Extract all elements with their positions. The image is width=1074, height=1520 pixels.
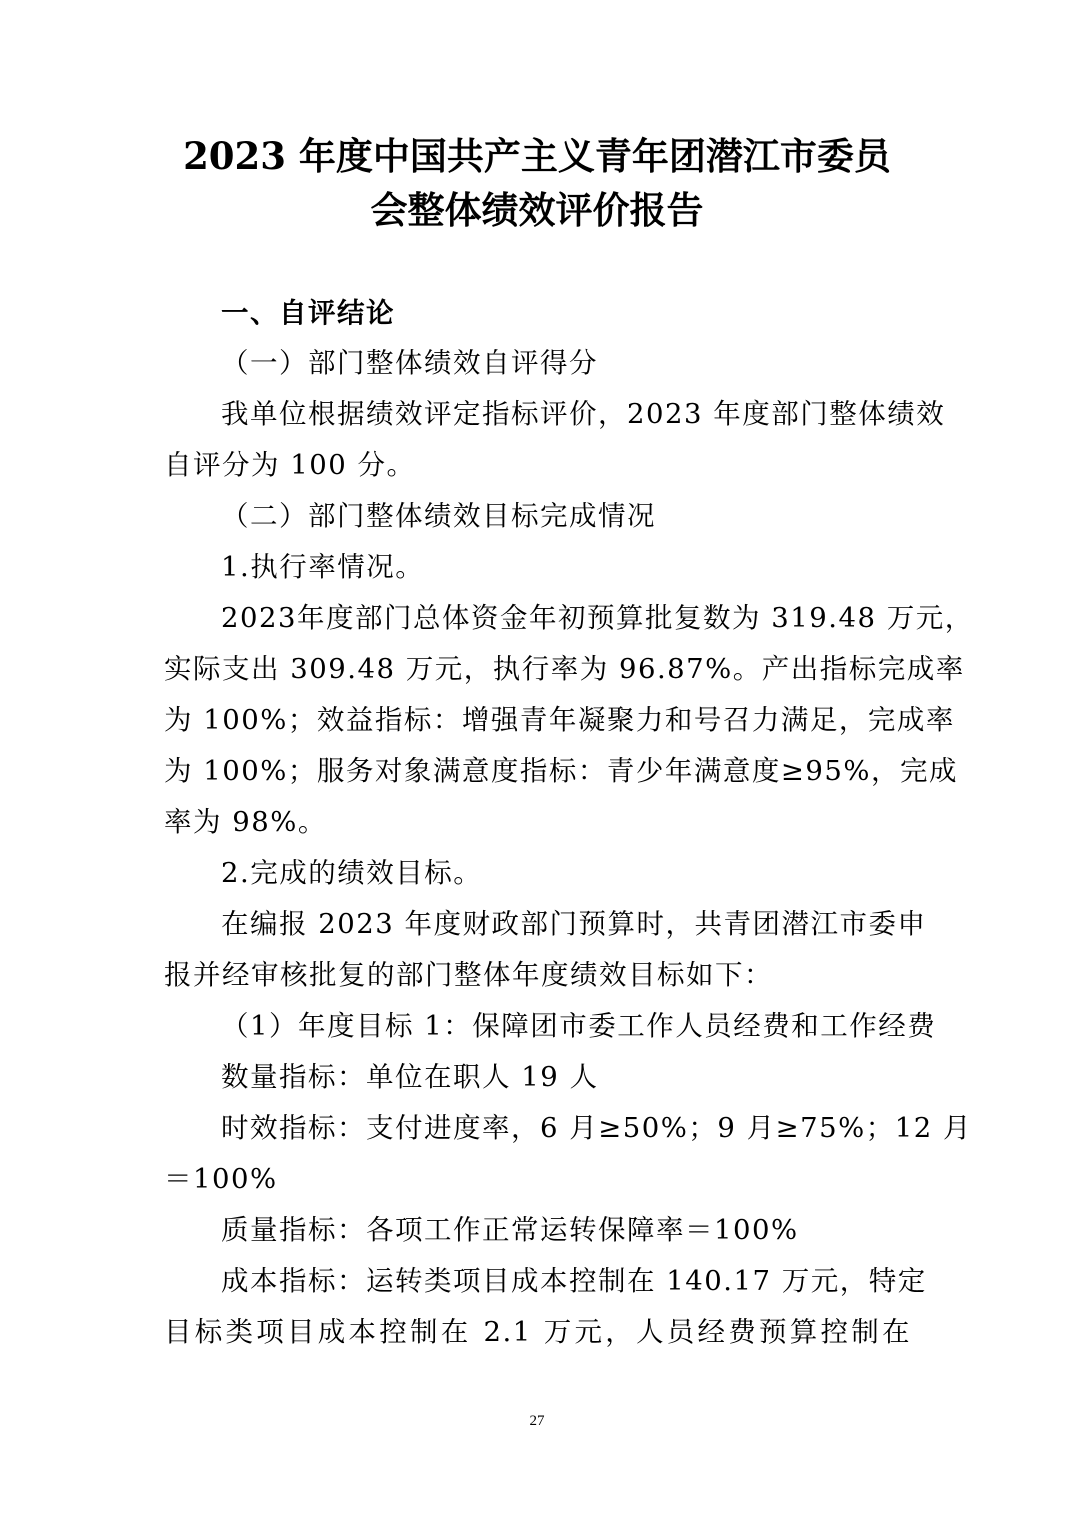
timeliness-indicator-line-1: 时效指标：支付进度率，6 月≥50%；9 月≥75%；12 月 [221, 1112, 973, 1144]
paragraph-self-score-line-1: 我单位根据绩效评定指标评价，2023 年度部门整体绩效 [221, 398, 946, 430]
paragraph-goals-line-1: 在编报 2023 年度财政部门预算时，共青团潜江市委申 [221, 908, 927, 940]
paragraph-execution-line-1: 2023年度部门总体资金年初预算批复数为 319.48 万元， [221, 602, 974, 634]
paragraph-execution-line-3: 为 100%；效益指标：增强青年凝聚力和号召力满足，完成率 [164, 704, 955, 736]
paragraph-goals-line-2: 报并经审核批复的部门整体年度绩效目标如下： [164, 959, 773, 991]
subsection-heading-self-score: （一）部门整体绩效自评得分 [221, 347, 598, 379]
subsection-heading-goal-completion: （二）部门整体绩效目标完成情况 [221, 500, 656, 532]
quantity-indicator: 数量指标：单位在职人 19 人 [221, 1061, 599, 1093]
item-completed-goals: 2.完成的绩效目标。 [221, 857, 483, 889]
section-heading-self-evaluation-conclusion: 一、自评结论 [221, 297, 395, 329]
report-title-line-1: 2023 年度中国共产主义青年团潜江市委员 [183, 134, 891, 178]
report-title-line-2: 会整体绩效评价报告 [370, 188, 704, 232]
quality-indicator: 质量指标：各项工作正常运转保障率＝100% [221, 1214, 799, 1246]
page-number: 27 [529, 1413, 545, 1429]
item-execution-rate: 1.执行率情况。 [221, 551, 425, 583]
timeliness-indicator-line-2: ＝100% [164, 1163, 278, 1195]
paragraph-execution-line-2: 实际支出 309.48 万元，执行率为 96.87%。产出指标完成率 [164, 653, 965, 685]
paragraph-execution-line-5: 率为 98%。 [164, 806, 327, 838]
cost-indicator-line-1: 成本指标：运转类项目成本控制在 140.17 万元，特定 [221, 1265, 927, 1297]
paragraph-self-score-line-2: 自评分为 100 分。 [164, 449, 416, 481]
annual-goal-1: （1）年度目标 1：保障团市委工作人员经费和工作经费 [221, 1010, 937, 1042]
cost-indicator-line-2: 目标类项目成本控制在 2.1 万元，人员经费预算控制在 [164, 1316, 911, 1348]
paragraph-execution-line-4: 为 100%；服务对象满意度指标：青少年满意度≥95%，完成 [164, 755, 959, 787]
